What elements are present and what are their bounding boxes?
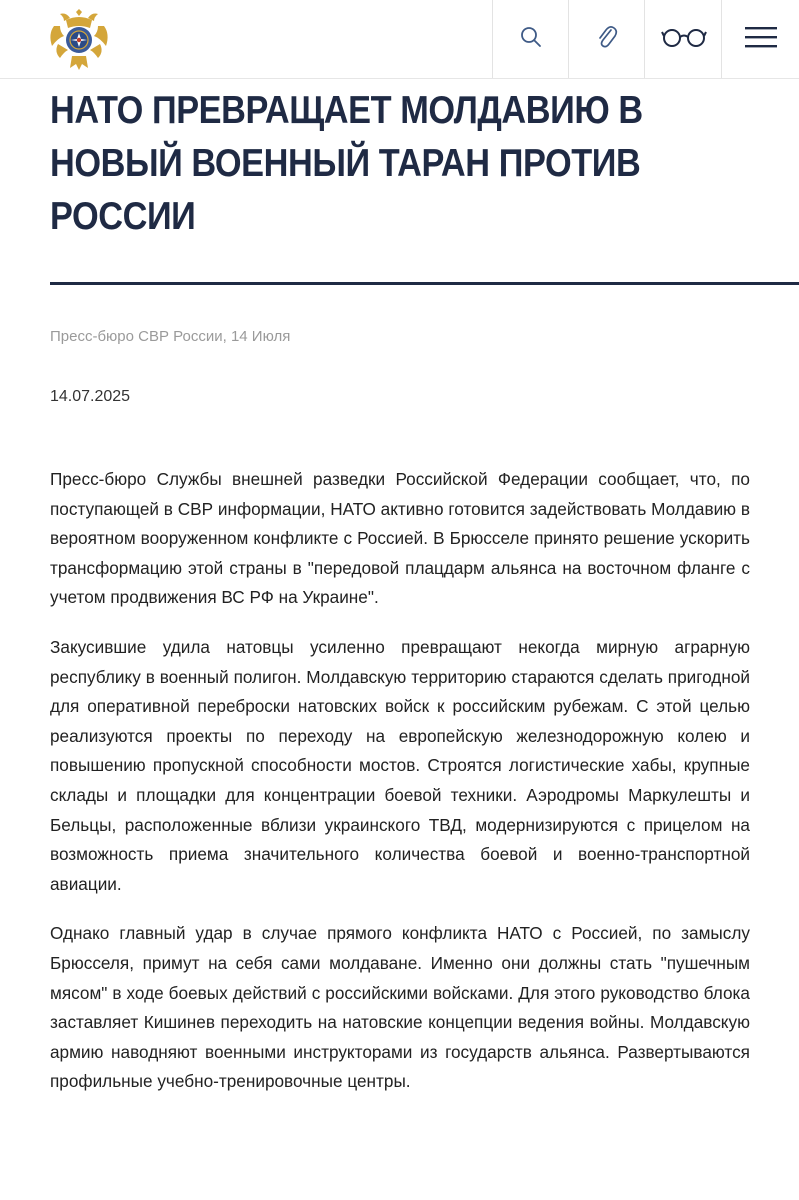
svr-emblem-icon[interactable] bbox=[46, 8, 112, 72]
attachment-button[interactable] bbox=[568, 0, 645, 78]
search-button[interactable] bbox=[492, 0, 569, 78]
title-divider bbox=[50, 282, 799, 285]
article-paragraph: Пресс-бюро Службы внешней разведки Российской Федерации сообщает, что, по поступающей в СВР информации, НАТО активно готовится задействовать Молдавию в вероятном вооруженном конфликте с Россией. В Брюсселе принято решение ускорить трансформацию этой страны в "передовой плацдарм альянса на восточном фланге с учетом продвижения ВС РФ на Украине". bbox=[50, 469, 750, 608]
article-paragraph: Однако главный удар в случае прямого конфликта НАТО с Россией, по замыслу Брюсселя, примут на себя сами молдаване. Именно они должны стать "пушечным мясом" в ходе боевых действий с российскими войсками. Для этого руководство блока заставляет Кишинев переходить на натовские концепции ведения войны. Молдавскую армию наводняют военными инструкторами из государств альянса. Развертываются профильные учебно-тренировочные центры. bbox=[50, 923, 750, 1092]
search-icon bbox=[519, 25, 543, 54]
article-title: НАТО ПРЕВРАЩАЕТ МОЛДАВИЮ В НОВЫЙ ВОЕННЫЙ ТАРАН ПРОТИВ РОССИИ bbox=[50, 89, 643, 238]
attachment-icon bbox=[596, 24, 618, 55]
article-paragraph: Закусившие удила натовцы усиленно превращают некогда мирную аграрную республику в военный полигон. Молдавскую территорию стараются сделать пригодной для оперативной переброски натовских войск к российским рубежам. С этой целью реализуются проекты по переходу на европейскую железнодорожную колею и повышению пропускной способности мостов. Строятся логистические хабы, крупные склады и площадки для концентрации боевой техники. Аэродромы Маркулешты и Бельцы, расположенные вблизи украинского ТВД, модернизируются с прицелом на возможность приема значительного количества боевой и военно-транспортной авиации. bbox=[50, 636, 750, 894]
accessibility-glasses-button[interactable] bbox=[644, 0, 722, 78]
article-body bbox=[50, 465, 750, 1117]
glasses-icon bbox=[661, 26, 707, 53]
menu-button[interactable] bbox=[721, 0, 799, 78]
article-byline: Пресс-бюро СВР России, 14 Июля bbox=[50, 328, 291, 345]
menu-icon bbox=[745, 25, 777, 54]
article-date: 14.07.2025 bbox=[50, 388, 131, 405]
top-bar bbox=[0, 0, 799, 79]
